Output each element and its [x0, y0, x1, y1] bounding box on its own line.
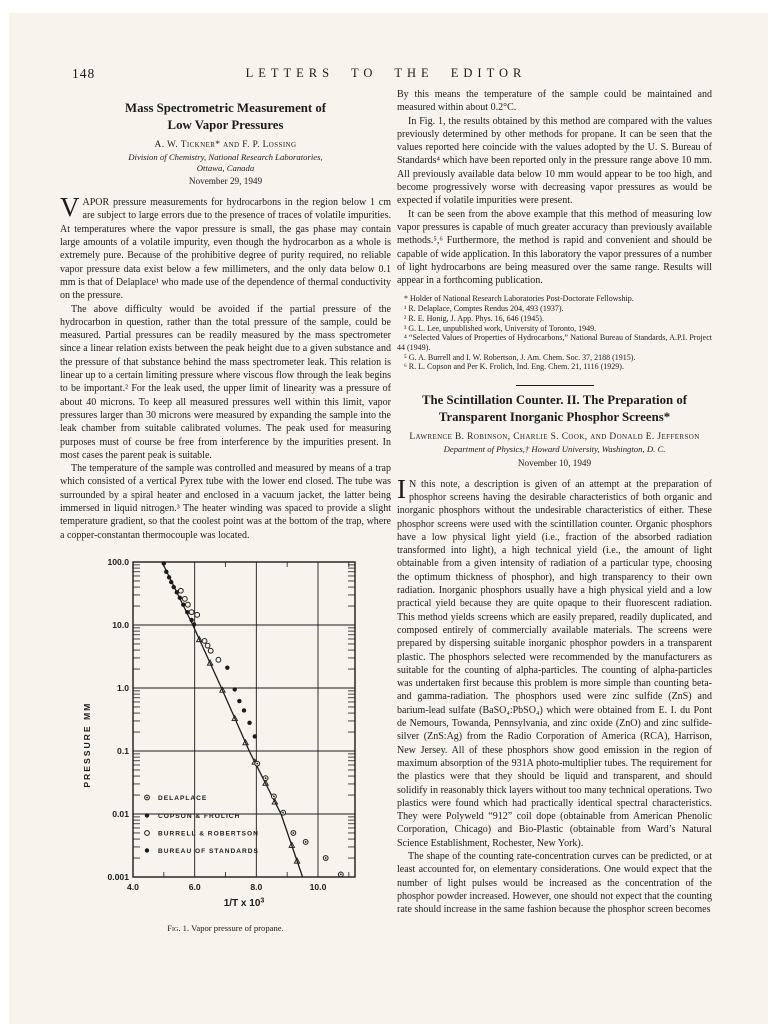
figure-1-caption-text: Vapor pressure of propane.	[191, 922, 284, 933]
svg-text:10.0: 10.0	[112, 619, 129, 630]
figure-1-caption	[60, 923, 391, 933]
article-1-paragraph-3: The temperature of the sample was controlled and measured by means of a trap which consisted of a vertical Pyrex tube with the lower end closed. The tube was surrounded by a spiral heater and enclosed in a vacuum jacket, the latter being immersed in liquid nitrogen.³ The heater winding was spaced to provide a slight temperature gradient, so that the coolest point was at the bottom of the trap, where a copper-constantan thermocouple was located.	[60, 463, 391, 541]
article-2-title-line-1: The Scintillation Counter. II. The Preparation of	[422, 393, 687, 408]
article-2-authors: Lawrence B. Robinson, Charlie S. Cook, and Donald E. Jefferson	[409, 432, 700, 443]
article-1-paragraph-1-text: APOR pressure measurements for hydrocarbons in the region below 1 cm are subject to large errors due to the presence of traces of volatile impurities. At temperatures where the vapor pressure is small, the gas phase may contain large amounts of a volatile impurity, even though the hydrocarbon as a whole is extremely pure. Because of the prohibitive degree of purity required, no reliable vapor pressure data exist below a few millimeters, and the only data below 0.1 mm is that of Delaplace¹ who made use of the dependence of thermal conductivity on the pressure.	[60, 197, 391, 302]
svg-text:6.0: 6.0	[188, 881, 201, 892]
right-column	[397, 88, 712, 916]
footnote: ⁶ R. L. Copson and Per K. Frolich, Ind. Eng. Chem. 21, 1116 (1929).	[404, 362, 624, 372]
dropcap-v: V	[60, 192, 80, 223]
footnote: ² R. E. Honig, J. App. Phys. 16, 646 (1945).	[404, 313, 544, 323]
svg-text:0.001: 0.001	[107, 871, 129, 882]
page-number: 148	[72, 66, 96, 81]
article-2-paragraph-1	[397, 473, 712, 850]
article-1-paragraph-4: By this means the temperature of the sample could be maintained and measured within about 0.2°C.	[397, 89, 712, 114]
footnote: ¹ R. Delaplace, Comptes Rendus 204, 493 (1937).	[404, 304, 564, 314]
article-1-affiliation	[60, 152, 391, 173]
article-2	[397, 392, 712, 916]
footnote: * Holder of National Research Laboratories Post-Doctorate Fellowship.	[404, 294, 634, 304]
article-1-paragraph-2: The above difficulty would be avoided if the partial pressure of the hydrocarbon in question, rather than the total pressure of the sample, could be measured. Partial pressures can be readily measured by the mass spectrometer since a linear relation exists between the peak height due to a given substance and the pressure of that substance behind the mass spectrometer leak. This relation is linear up to a certain limiting pressure where viscous flow through the leak begins to be important.² For the leak used, the upper limit of linearity was a pressure of about 40 microns. To keep all measured pressures well within this limit, vapor pressures larger than 30 microns were measured by expanding the sample into the leak chamber from suitable calibrated volumes. The peak used for measuring purposes must of course be free from interference by the impurities present. In most cases the parent peak is suitable.	[60, 303, 391, 461]
article-1-date: November 29, 1949	[188, 176, 263, 187]
article-2-paragraph-2: The shape of the counting rate-concentration curves can be predicted, or at least accounted for, on elementary considerations. One would expect that the number of light pulses would be increased as the concentration of the phosphor powder increased. However, one should not expect that the counting rate should increase in the same fashion because the phosphor screen becomes	[397, 850, 712, 916]
svg-text:PRESSURE MM: PRESSURE MM	[82, 701, 92, 788]
article-2-affiliation: Department of Physics,† Howard University, Washington, D. C.	[443, 444, 666, 455]
article-1-authors: A. W. Tickner* and F. P. Lossing	[154, 140, 297, 150]
article-1-affiliation-line-2: Ottawa, Canada	[196, 162, 255, 173]
figure-1	[60, 556, 391, 933]
article-2-date: November 10, 1949	[517, 457, 592, 468]
dropcap-i: I	[397, 473, 406, 504]
article-1-affiliation-line-1: Division of Chemistry, National Research Laboratories,	[128, 152, 323, 162]
article-1-footnotes	[397, 294, 712, 372]
article-1-title	[60, 100, 391, 133]
svg-text:8.0: 8.0	[250, 881, 263, 892]
article-2-paragraph-1-text: N this note, a description is given of an attempt at the preparation of phosphor screens having the desirable characteristics of both organic and inorganic phosphors without the undesirable characteristics of either. These phosphor screens were used with the scintillation counter. Organic phosphors have a low physical light yield (i.e., fraction of the absorbed radiation transformed into light), a high technical yield (i.e., the amount of light obtainable from a given intensity of radiation of a particular type, choosing the optimum thickness of phosphor), and high transparency to their own radiation. Inorganic phosphors usually have a high physical yield and a low practical yield because they are quite opaque to their fluorescent radiation. This method yields screens which are easily prepared, readily duplicated, and composed entirely of commercially available materials. The screens were prepared by dispersing suitable inorganic phosphor powders in a transparent plastic. The phosphors selected were recommended by the manufacturers as suitable for the counting of alpha-particles. The counting of alpha-particles was undertaken first because this problem is more simple than counting beta- and gamma-radiation. The phosphors used were zinc sulfide (ZnS) and barium-lead sulfate (BaSO₄:PbSO₄) which were obtained from E. I. du Pont de Nemours, Towanda, Pennsylvania, and zinc oxide (ZnO) and zinc sulfide-silver (ZnS:Ag) from the Radio Corporation of America (RCA), Harrison, New Jersey. All of these phosphors show good emission in the region of maximum absorption of the 931A photo-multiplier tubes. The requirement for the plastics were that they should be liquid and transparent, and should solidify in reasonably thick layers without too many technical operations. Two plastics were found which had practically identical spectral characteristics. They were Polyweld “912” coil dope (obtainable from American Phenolic Corporation, Chicago) and Bio-Plastic (obtainable from Ward’s Natural Science Establishment, Rochester, New York).	[397, 478, 712, 849]
scan-margin-left	[0, 0, 9, 1024]
svg-text:COPSON & FROLICH: COPSON & FROLICH	[158, 812, 241, 820]
article-1-title-line-2: Low Vapor Pressures	[167, 117, 284, 132]
svg-text:1.0: 1.0	[117, 682, 129, 693]
article-2-title-line-2: Transparent Inorganic Phosphor Screens*	[438, 409, 671, 424]
article-1-title-line-1: Mass Spectrometric Measurement of	[124, 101, 326, 115]
figure-1-caption-label: Fig. 1.	[167, 922, 190, 933]
svg-text:4.0: 4.0	[127, 881, 139, 892]
running-head	[60, 66, 712, 81]
svg-text:100.0: 100.0	[107, 556, 129, 567]
article-1-paragraph-6: It can be seen from the above example that this method of measuring low vapor pressures is capable of much greater accuracy than previously available methods.⁵,⁶ Furthermore, the method is rapid and convenient and should be capable of wide application. In this laboratory the vapor pressures of a number of light hydrocarbons are being measured over the same range. Results will appear in a forthcoming publication.	[397, 208, 712, 287]
scan-margin-top	[0, 0, 768, 13]
article-1-paragraph-1	[60, 192, 391, 302]
svg-text:BURRELL & ROBERTSON: BURRELL & ROBERTSON	[158, 830, 259, 838]
svg-text:10.0: 10.0	[309, 881, 327, 892]
svg-text:DELAPLACE: DELAPLACE	[158, 794, 208, 802]
section-divider	[516, 385, 594, 386]
vapor-pressure-chart	[60, 556, 391, 916]
footnote: ⁴ “Selected Values of Properties of Hydrocarbons,” National Bureau of Standards, A.P.I. Project 44 (1949).	[397, 333, 712, 352]
article-1-paragraph-5: In Fig. 1, the results obtained by this method are compared with the values previously determined by other methods for propane. It can be seen that the values reported here coincide with the values adopted by the U. S. Bureau of Standards⁴ which have been reported only in the pressure range above 10 mm. All previously available data below 10 mm would appear to be too high, and become progressively worse with decreasing vapor pressures as would be expected if volatile impurities were present.	[397, 115, 712, 207]
svg-text:1/T x 103: 1/T x $10^3$	[223, 897, 265, 909]
svg-text:0.1: 0.1	[117, 745, 129, 756]
footnote: ⁵ G. A. Burrell and I. W. Robertson, J. Am. Chem. Soc. 37, 2188 (1915).	[404, 352, 636, 362]
left-column	[60, 94, 391, 933]
article-1	[60, 100, 391, 933]
footnote: ³ G. L. Lee, unpublished work, University of Toronto, 1949.	[404, 323, 597, 333]
svg-text:BUREAU OF STANDARDS: BUREAU OF STANDARDS	[158, 847, 259, 855]
article-2-title	[397, 392, 712, 425]
journal-section-title: LETTERS TO THE EDITOR	[245, 66, 527, 80]
svg-text:0.01: 0.01	[112, 808, 129, 819]
